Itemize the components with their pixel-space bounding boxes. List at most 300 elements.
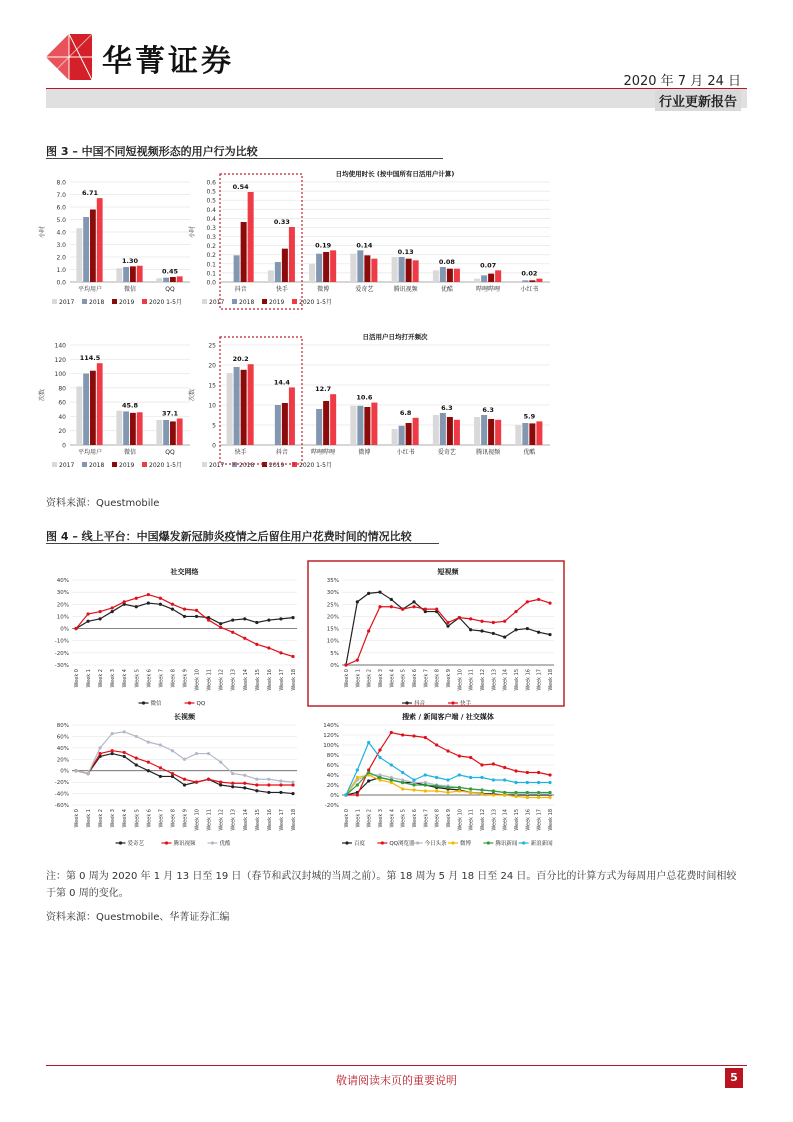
- bar-data-label: 10.6: [356, 393, 373, 402]
- data-point: [279, 783, 282, 786]
- bar: [323, 252, 329, 282]
- x-tick-label: 快手: [234, 449, 247, 456]
- data-point: [159, 597, 162, 600]
- bar: [163, 278, 169, 282]
- data-point: [195, 781, 198, 784]
- y-tick-label: 20%: [326, 783, 339, 789]
- data-point: [526, 600, 529, 603]
- x-tick-label: Week 13: [491, 669, 498, 691]
- x-tick-label: 抖音: [234, 286, 247, 293]
- legend-swatch: [202, 462, 207, 467]
- data-point: [255, 783, 258, 786]
- bar: [413, 418, 419, 445]
- bar: [156, 278, 162, 282]
- legend-label: 2020 1-5月: [299, 299, 332, 306]
- data-point: [412, 778, 415, 781]
- data-point: [514, 795, 517, 798]
- x-tick-label: Week 2: [366, 809, 373, 828]
- data-point: [171, 775, 174, 778]
- bar: [289, 387, 295, 445]
- legend-swatch: [232, 299, 237, 304]
- header-bar: [46, 89, 747, 108]
- data-point: [135, 757, 138, 760]
- x-tick-label: Week 12: [480, 809, 486, 831]
- x-tick-label: Week 17: [278, 809, 285, 831]
- y-axis-label: 次数: [189, 388, 196, 402]
- legend-marker: [142, 701, 145, 704]
- bar: [275, 262, 281, 282]
- x-tick-label: Week 2: [98, 669, 105, 688]
- x-tick-label: Week 9: [446, 809, 452, 828]
- data-point: [86, 620, 89, 623]
- data-point: [424, 773, 427, 776]
- data-point: [135, 605, 138, 608]
- data-point: [480, 763, 483, 766]
- x-tick-label: Week 18: [291, 809, 297, 831]
- x-tick-label: 微博: [317, 286, 330, 293]
- line-chart-4: [55, 567, 297, 707]
- chart-title: 日均使用时长 (按中国所有日活用户计算): [335, 170, 455, 178]
- data-point: [401, 787, 404, 790]
- data-point: [469, 791, 472, 794]
- data-point: [356, 768, 359, 771]
- legend-label: 2020 1-5月: [149, 299, 182, 306]
- bar: [371, 403, 377, 445]
- bar: [90, 210, 96, 283]
- data-point: [367, 741, 370, 744]
- legend-label: 2018: [239, 299, 255, 306]
- data-point: [424, 736, 427, 739]
- bar: [137, 412, 143, 445]
- data-point: [480, 620, 483, 623]
- x-tick-label: Week 14: [242, 669, 249, 691]
- bar: [350, 406, 356, 445]
- bar: [392, 257, 398, 282]
- x-tick-label: Week 18: [548, 809, 554, 831]
- legend-marker: [345, 841, 348, 844]
- data-point: [356, 793, 359, 796]
- data-point: [412, 788, 415, 791]
- data-point: [548, 791, 551, 794]
- report-date: 2020 年 7 月 24 日: [623, 74, 741, 89]
- data-point: [548, 601, 551, 604]
- data-point: [548, 781, 551, 784]
- data-point: [503, 620, 506, 623]
- data-point: [219, 626, 222, 629]
- data-point: [412, 734, 415, 737]
- data-point: [378, 605, 381, 608]
- x-tick-label: Week 18: [548, 669, 554, 691]
- data-point: [147, 593, 150, 596]
- bar: [406, 259, 412, 282]
- data-point: [279, 617, 282, 620]
- figure4-note: 注：第 0 周为 2020 年 1 月 13 日至 19 日（春节和武汉封城的当周之前）。第 18 周为 5 月 18 日至 24 日。百分比的计算方式为每周用户总花费时间相较于第 0 周的变化。: [46, 871, 737, 899]
- y-tick-label: 80%: [56, 723, 69, 729]
- chart-title: 短视频: [437, 568, 459, 576]
- y-tick-label: 0.4: [206, 206, 216, 214]
- y-tick-label: 7.0: [56, 192, 66, 199]
- bar: [529, 280, 535, 282]
- legend-marker: [522, 841, 525, 844]
- figure4-title: 图 4 – 线上平台：中国爆发新冠肺炎疫情之后留住用户花费时间的情况比较: [46, 530, 412, 543]
- data-point: [356, 600, 359, 603]
- data-point: [548, 633, 551, 636]
- data-point: [183, 758, 186, 761]
- legend-label: 优酷: [219, 841, 231, 847]
- bar: [137, 266, 143, 282]
- data-point: [171, 608, 174, 611]
- x-tick-label: Week 5: [400, 669, 407, 688]
- x-tick-label: 抖音: [275, 449, 288, 456]
- footer-rule: [46, 1065, 747, 1066]
- data-point: [514, 769, 517, 772]
- data-point: [183, 778, 186, 781]
- bar: [413, 260, 419, 282]
- bar: [536, 279, 542, 282]
- data-point: [183, 615, 186, 618]
- figure3-title-rule: [46, 158, 443, 159]
- bar: [76, 386, 82, 445]
- data-point: [171, 772, 174, 775]
- x-tick-label: Week 11: [206, 669, 213, 691]
- y-tick-label: 0%: [330, 663, 339, 669]
- data-point: [435, 789, 438, 792]
- data-point: [159, 775, 162, 778]
- legend-label: 2017: [59, 462, 75, 469]
- y-tick-label: 140%: [323, 723, 339, 729]
- bar-data-label: 20.2: [232, 355, 249, 364]
- legend-marker: [165, 841, 168, 844]
- x-tick-label: Week 15: [254, 669, 261, 691]
- legend-label: 2018: [89, 299, 105, 306]
- bar: [170, 277, 176, 282]
- legend-label: 微博: [460, 841, 472, 847]
- y-tick-label: 8.0: [56, 179, 66, 187]
- x-tick-label: Week 11: [206, 809, 213, 831]
- y-tick-label: 20: [208, 362, 216, 370]
- data-point: [537, 598, 540, 601]
- data-point: [390, 605, 393, 608]
- data-point: [291, 783, 294, 786]
- x-tick-label: Week 10: [457, 669, 464, 691]
- bar: [454, 269, 460, 282]
- bar-data-label: 6.71: [81, 189, 99, 198]
- x-tick-label: Week 13: [491, 809, 498, 831]
- y-tick-label: 0%: [60, 768, 69, 775]
- data-point: [480, 776, 483, 779]
- bar: [447, 417, 453, 445]
- bar: [241, 370, 247, 445]
- legend-label: 今日头条: [424, 841, 447, 847]
- data-point: [401, 781, 404, 784]
- bar: [454, 420, 460, 445]
- legend-label: 新浪新闻: [530, 841, 553, 847]
- bar-chart-1: [188, 169, 550, 306]
- data-point: [291, 616, 294, 619]
- legend-swatch: [142, 299, 147, 304]
- bar: [474, 279, 480, 282]
- y-tick-label: 0%: [330, 793, 339, 799]
- y-tick-label: 60%: [56, 734, 69, 741]
- y-tick-label: 0.3: [206, 234, 216, 242]
- line-chart-6: [55, 712, 297, 847]
- legend-swatch: [52, 462, 57, 467]
- bar: [440, 267, 446, 282]
- data-point: [255, 621, 258, 624]
- y-tick-label: 3.0: [56, 242, 66, 249]
- data-point: [243, 617, 246, 620]
- x-tick-label: Week 8: [434, 669, 441, 688]
- bar-data-label: 114.5: [79, 354, 101, 363]
- data-point: [147, 741, 150, 744]
- data-point: [435, 608, 438, 611]
- legend-label: QQ: [196, 701, 206, 707]
- chart-title: 日活用户日均打开频次: [362, 333, 428, 341]
- y-tick-label: 10: [208, 402, 216, 410]
- y-tick-label: 5: [212, 422, 216, 430]
- x-tick-label: Week 2: [98, 809, 105, 828]
- legend-swatch: [292, 299, 297, 304]
- legend-label: 抖音: [414, 701, 426, 707]
- data-point: [378, 748, 381, 751]
- bar: [76, 228, 82, 282]
- x-tick-label: 腾讯视频: [476, 449, 501, 456]
- bar: [234, 367, 240, 445]
- bar: [433, 270, 439, 282]
- legend-marker: [188, 701, 191, 704]
- y-tick-label: 0.2: [206, 243, 216, 251]
- data-point: [378, 776, 381, 779]
- y-tick-label: 0.2: [206, 252, 216, 260]
- data-point: [537, 791, 540, 794]
- data-point: [219, 783, 222, 786]
- bar: [522, 280, 528, 282]
- x-tick-label: Week 5: [134, 809, 141, 828]
- data-point: [231, 631, 234, 634]
- page-number: 5: [725, 1068, 743, 1088]
- x-tick-label: 平均用户: [77, 286, 103, 293]
- data-point: [526, 796, 529, 799]
- y-tick-label: -60%: [54, 803, 69, 809]
- y-tick-label: -30%: [54, 663, 69, 669]
- y-tick-label: 0.6: [206, 179, 216, 187]
- legend-label: 腾讯新闻: [495, 841, 518, 847]
- data-point: [195, 752, 198, 755]
- y-tick-label: 1.0: [56, 267, 66, 274]
- data-point: [356, 776, 359, 779]
- legend-label: 2017: [59, 299, 75, 306]
- data-point: [195, 609, 198, 612]
- x-tick-label: Week 5: [134, 669, 141, 688]
- bar: [130, 266, 136, 282]
- data-point: [458, 754, 461, 757]
- x-tick-label: Week 15: [514, 809, 520, 831]
- y-tick-label: 20: [58, 428, 66, 436]
- data-point: [390, 778, 393, 781]
- legend-label: 2020 1-5月: [299, 462, 332, 469]
- bar-data-label: 6.8: [399, 408, 412, 417]
- data-point: [243, 786, 246, 789]
- y-tick-label: 140: [54, 342, 66, 350]
- data-point: [219, 761, 222, 764]
- y-tick-label: 10%: [56, 614, 69, 621]
- x-tick-label: Week 18: [291, 669, 297, 691]
- data-point: [159, 766, 162, 769]
- x-tick-label: Week 7: [158, 669, 165, 688]
- bar-data-label: 12.7: [315, 385, 332, 394]
- legend-label: 2019: [119, 299, 135, 306]
- bar-data-label: 0.54: [232, 183, 249, 191]
- data-point: [435, 784, 438, 787]
- data-point: [492, 793, 495, 796]
- bar: [495, 270, 501, 282]
- bar: [529, 423, 535, 445]
- x-tick-label: Week 8: [170, 809, 177, 828]
- chart-title: 长视频: [174, 713, 195, 721]
- data-point: [74, 769, 77, 772]
- data-point: [99, 617, 102, 620]
- legend-label: 2018: [89, 462, 105, 469]
- x-tick-label: Week 13: [230, 669, 237, 691]
- x-tick-label: Week 14: [242, 809, 249, 831]
- data-point: [231, 618, 234, 621]
- figure4-source: 资料来源：Questmobile、华菁证券汇编: [46, 912, 230, 923]
- bar: [515, 425, 521, 445]
- y-tick-label: 0.5: [206, 188, 216, 196]
- data-point: [526, 627, 529, 630]
- header-rule: [46, 88, 747, 89]
- x-tick-label: Week 2: [366, 669, 373, 688]
- figure3-title: 图 3 – 中国不同短视频形态的用户行为比较: [46, 145, 258, 158]
- x-tick-label: Week 9: [446, 669, 452, 688]
- bar: [289, 227, 295, 282]
- bar: [364, 407, 370, 445]
- data-point: [99, 752, 102, 755]
- data-point: [503, 635, 506, 638]
- y-tick-label: 0.5: [206, 197, 216, 205]
- legend-marker: [451, 701, 454, 704]
- data-point: [183, 608, 186, 611]
- data-point: [537, 796, 540, 799]
- bar: [177, 419, 183, 446]
- y-tick-label: -40%: [54, 791, 69, 798]
- y-tick-label: 0.1: [206, 270, 216, 278]
- legend-label: 2017: [209, 462, 225, 469]
- x-tick-label: Week 14: [502, 809, 509, 831]
- x-tick-label: 腾讯视频: [393, 286, 418, 293]
- data-point: [492, 632, 495, 635]
- legend-swatch: [82, 462, 87, 467]
- x-tick-label: Week 11: [468, 669, 475, 691]
- legend-marker: [487, 841, 490, 844]
- data-point: [537, 781, 540, 784]
- bar: [357, 406, 363, 445]
- data-point: [135, 763, 138, 766]
- y-tick-label: 20%: [56, 602, 69, 609]
- legend-label: 2019: [269, 462, 285, 469]
- data-point: [390, 731, 393, 734]
- x-tick-label: Week 17: [278, 669, 285, 691]
- data-point: [458, 789, 461, 792]
- x-tick-label: Week 6: [412, 809, 418, 828]
- x-tick-label: Week 10: [457, 809, 464, 831]
- data-point: [291, 655, 294, 658]
- data-point: [424, 783, 427, 786]
- data-point: [390, 598, 393, 601]
- y-tick-label: 35%: [326, 578, 339, 584]
- data-point: [514, 628, 517, 631]
- x-tick-label: Week 7: [423, 809, 430, 828]
- x-tick-label: 微信: [123, 449, 137, 456]
- bar: [481, 415, 487, 445]
- legend-marker: [416, 841, 419, 844]
- data-point: [74, 627, 77, 630]
- bar: [399, 257, 405, 282]
- data-point: [367, 779, 370, 782]
- data-point: [86, 772, 89, 775]
- x-tick-label: QQ: [165, 449, 175, 456]
- bar-data-label: 0.33: [273, 218, 290, 226]
- data-point: [492, 762, 495, 765]
- figure4-title-rule: [46, 543, 439, 544]
- data-point: [480, 629, 483, 632]
- data-point: [279, 779, 282, 782]
- data-point: [267, 618, 270, 621]
- bar: [97, 363, 103, 445]
- data-point: [147, 601, 150, 604]
- data-point: [123, 751, 126, 754]
- data-point: [469, 756, 472, 759]
- y-tick-label: 120%: [323, 733, 339, 739]
- data-point: [480, 792, 483, 795]
- bar: [227, 373, 233, 445]
- x-tick-label: Week 3: [378, 669, 384, 688]
- bar-data-label: 0.14: [356, 241, 373, 250]
- bar: [282, 249, 288, 282]
- legend-marker: [451, 841, 454, 844]
- y-tick-label: 0%: [60, 626, 69, 633]
- y-tick-label: 80: [58, 385, 66, 393]
- x-tick-label: 小红书: [396, 449, 415, 456]
- x-tick-label: Week 1: [86, 809, 93, 828]
- bar: [116, 268, 122, 282]
- y-tick-label: 0.0: [206, 279, 216, 287]
- data-point: [243, 637, 246, 640]
- y-tick-label: -10%: [54, 638, 69, 645]
- data-point: [255, 643, 258, 646]
- y-axis-label: 小时: [39, 225, 46, 239]
- series-line: [76, 732, 293, 782]
- data-point: [135, 597, 138, 600]
- legend-swatch: [52, 299, 57, 304]
- bar: [371, 259, 377, 282]
- data-point: [123, 755, 126, 758]
- y-tick-label: 10%: [326, 638, 339, 645]
- y-tick-label: 80%: [326, 753, 339, 759]
- y-tick-label: 25%: [326, 602, 339, 609]
- y-tick-label: 15%: [326, 626, 339, 633]
- x-tick-label: 微博: [358, 449, 371, 456]
- x-tick-label: Week 4: [122, 669, 129, 688]
- legend-marker: [119, 841, 122, 844]
- figure3-source: 资料来源：Questmobile: [46, 498, 160, 509]
- data-point: [503, 766, 506, 769]
- x-tick-label: 哔哩哔哩: [311, 449, 336, 456]
- data-point: [526, 781, 529, 784]
- bar-data-label: 37.1: [161, 409, 179, 418]
- x-tick-label: Week 4: [122, 809, 129, 828]
- y-tick-label: -20%: [54, 650, 69, 657]
